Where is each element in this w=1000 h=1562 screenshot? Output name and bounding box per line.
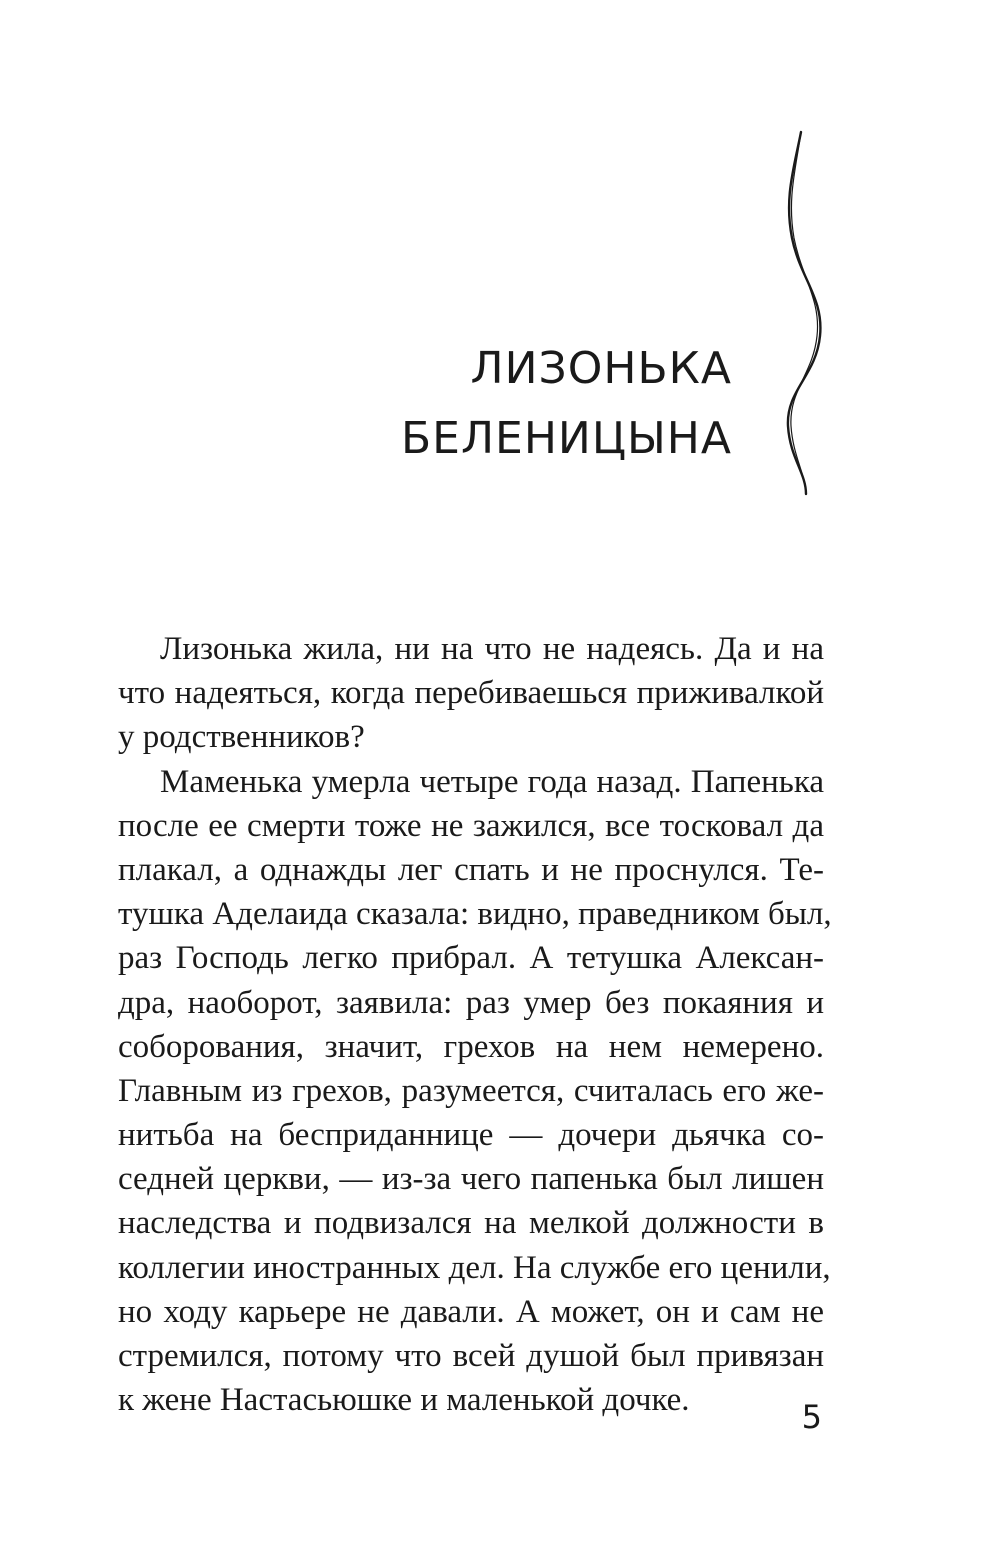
body-line: Маменька умерла четыре года назад. Папенька [160, 763, 824, 800]
body-line: у родственников? [118, 719, 365, 756]
chapter-title-line-2: БЕЛЕНИЦЫНА [400, 413, 732, 464]
body-line: раз Господь легко прибрал. А тетушка Алексан- [118, 940, 824, 977]
body-line: дра, наоборот, заявила: раз умер без покаяния и [118, 984, 824, 1021]
body-line: седней церкви, — из-за чего папенька был лишен [118, 1161, 824, 1198]
body-text [118, 627, 832, 1422]
body-line: но ходу карьере не давали. А может, он и сам не [118, 1293, 824, 1330]
body-line: Главным из грехов, разумеется, считалась его же- [118, 1072, 824, 1109]
body-line: после ее смерти тоже не зажился, все тосковал да [118, 807, 824, 844]
chapter-title [401, 334, 732, 474]
wavy-flourish-icon [770, 128, 840, 498]
body-line: наследства и подвизался на мелкой должности в [118, 1205, 824, 1242]
body-line: стремился, потому что всей душой был привязан [118, 1338, 824, 1374]
body-line: соборования, значит, грехов на нем немерено. [118, 1028, 824, 1065]
page-number: 5 [801, 1398, 822, 1436]
chapter-title-line-1: ЛИЗОНЬКА [470, 343, 732, 394]
body-line: коллегии иностранных дел. На службе его ценили, [118, 1249, 831, 1286]
body-line: нитьба на бесприданнице — дочери дьячка со- [118, 1117, 824, 1154]
body-line: Лизонька жила, ни на что не надеясь. Да и на [160, 631, 824, 667]
body-line: тушка Аделаида сказала: видно, праведником был, [118, 896, 832, 933]
body-line: что надеяться, когда перебиваешься приживалкой [118, 675, 824, 712]
body-line: к жене Настасьюшке и маленькой дочке. [118, 1382, 690, 1419]
body-line: плакал, а однажды лег спать и не проснулся. Те- [118, 851, 824, 888]
